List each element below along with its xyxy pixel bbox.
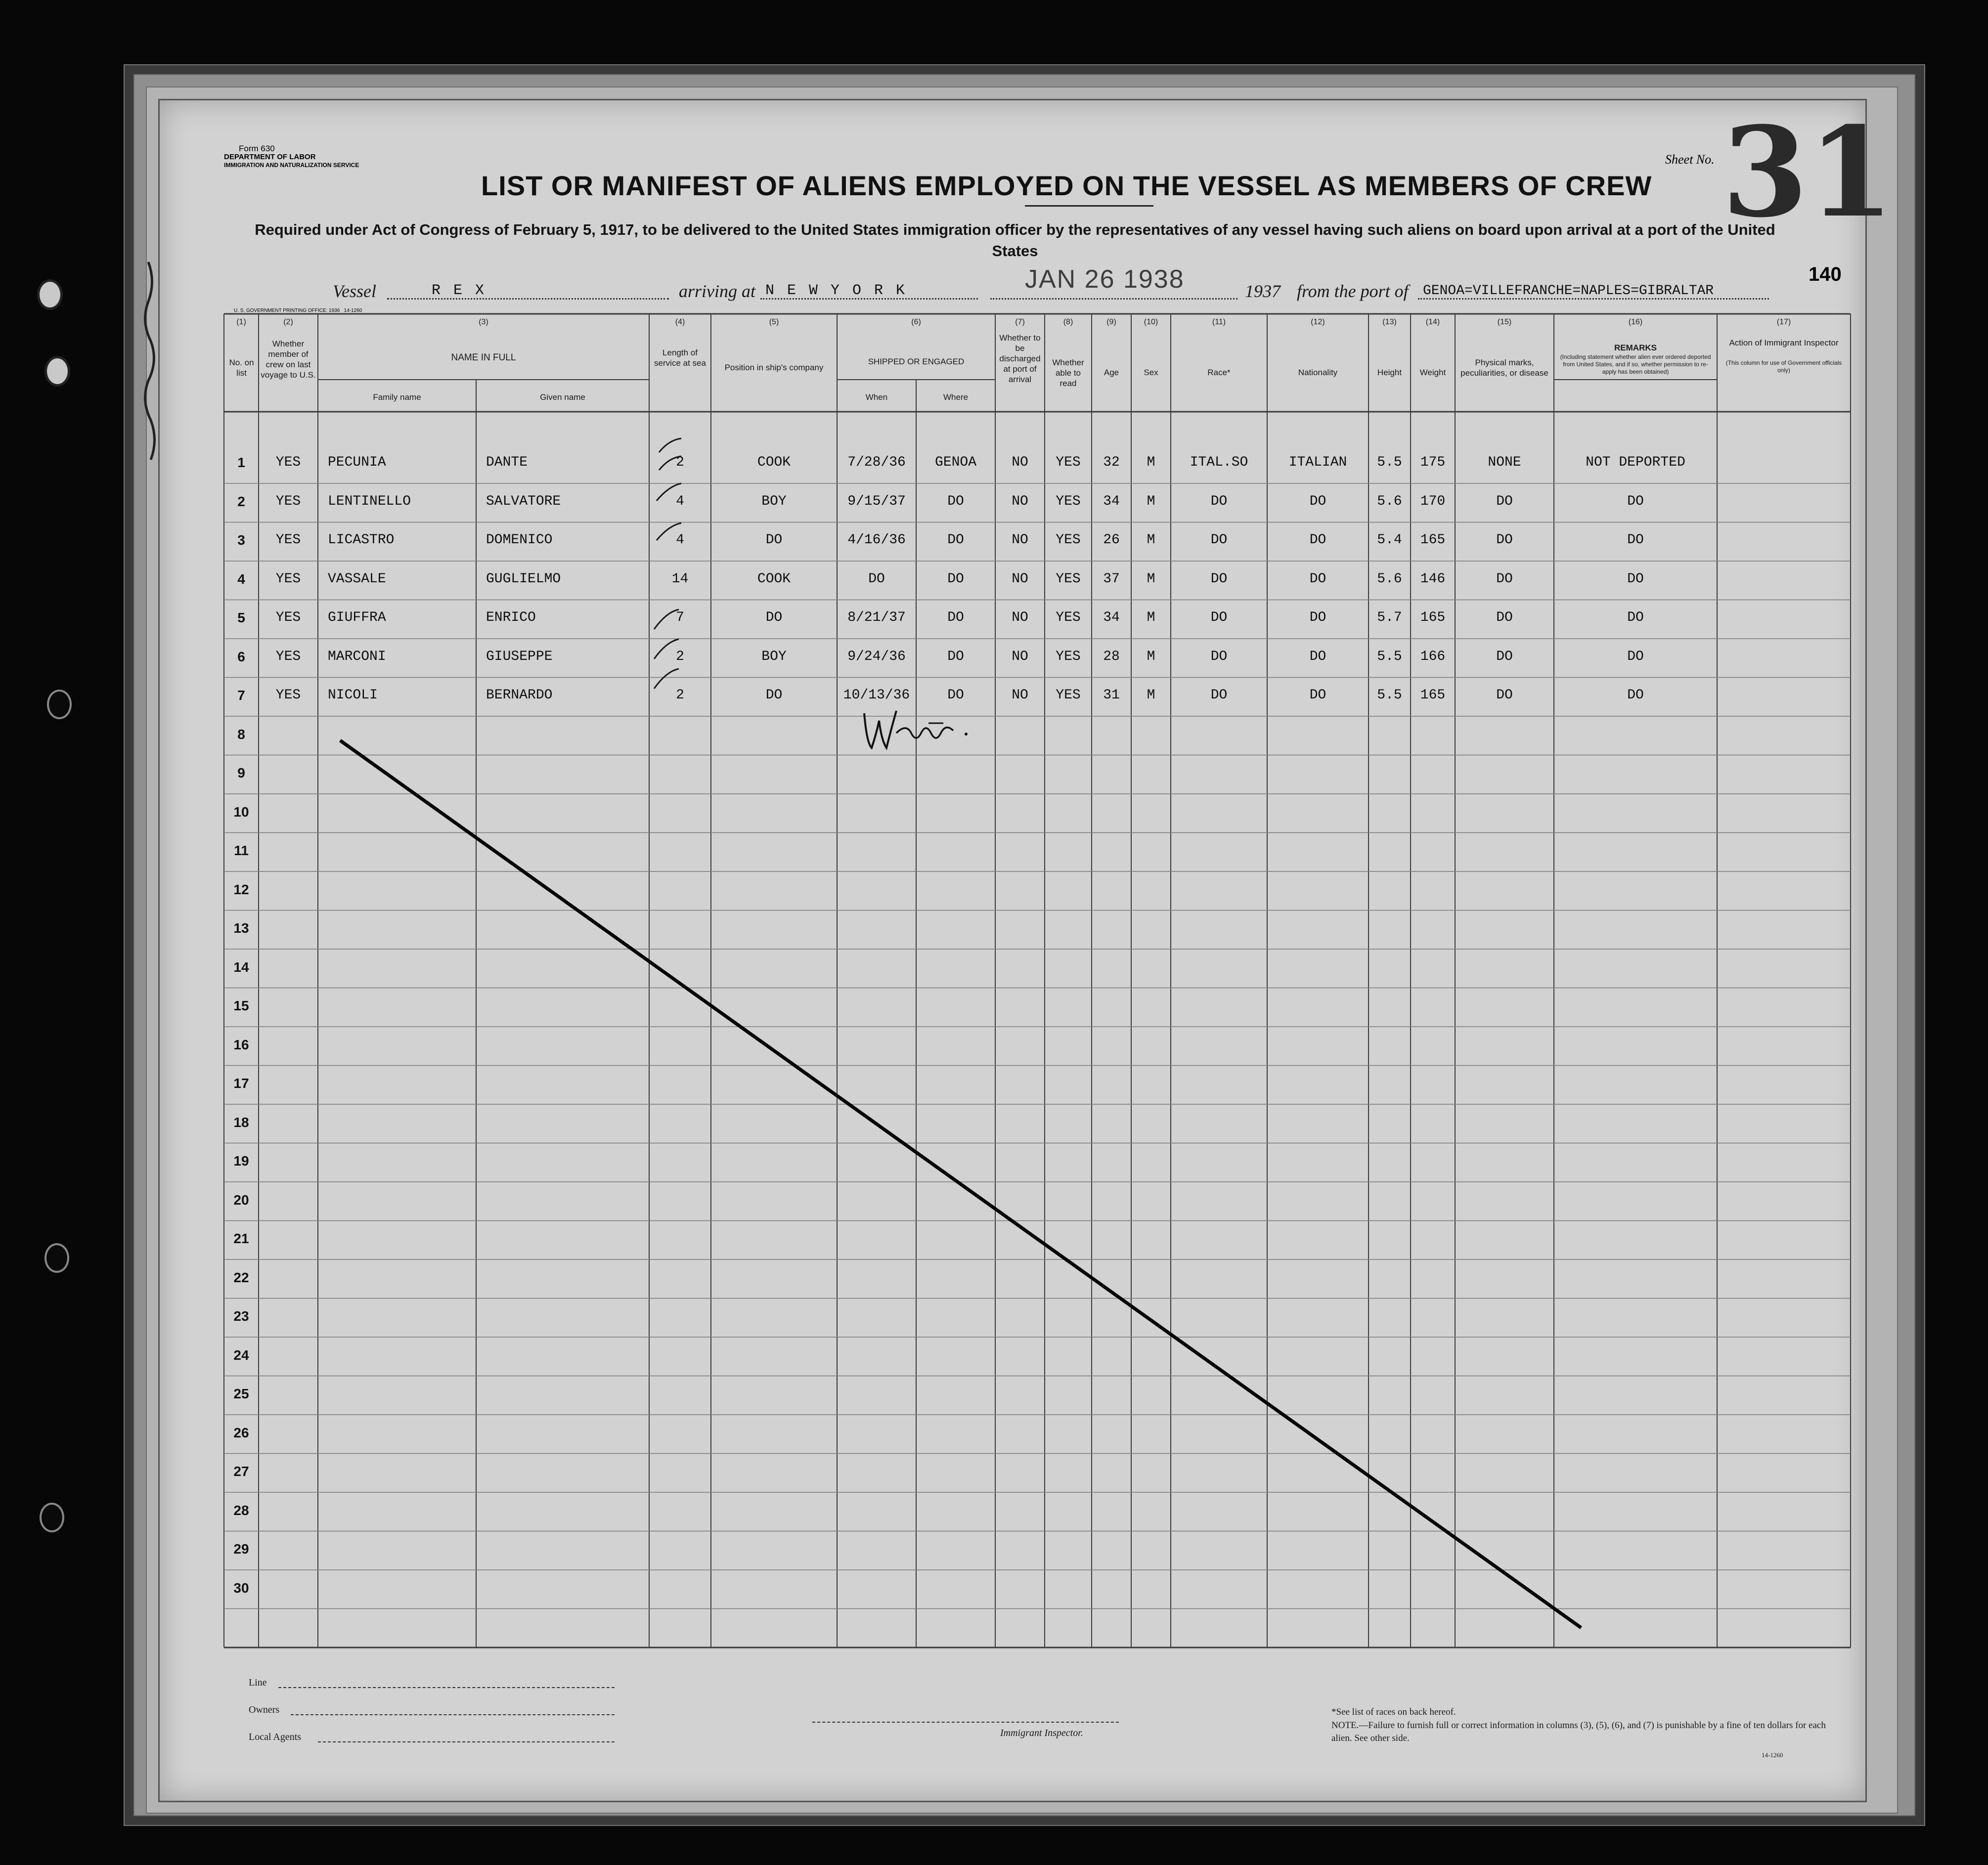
cancellation-line bbox=[340, 740, 1581, 1628]
cell-sex: M bbox=[1147, 610, 1155, 625]
cell-race: DO bbox=[1210, 532, 1228, 548]
form-number: Form 630 bbox=[239, 144, 275, 153]
col-15-number: (15) bbox=[1497, 318, 1512, 326]
cell-remarks: DO bbox=[1627, 532, 1644, 548]
binder-hole bbox=[40, 1503, 64, 1532]
row-number: 30 bbox=[233, 1580, 249, 1596]
cell-where: DO bbox=[947, 571, 964, 587]
col-6-where: Where bbox=[943, 392, 969, 402]
cell-service: 2 bbox=[676, 688, 684, 703]
cell-where: DO bbox=[947, 649, 964, 664]
cell-family: PECUNIA bbox=[328, 455, 386, 470]
cell-family: MARCONI bbox=[328, 649, 386, 664]
cell-weight: 165 bbox=[1420, 532, 1446, 548]
owners-underline bbox=[291, 1714, 615, 1715]
cell-age: 37 bbox=[1103, 571, 1120, 587]
cell-when: 8/21/37 bbox=[847, 610, 906, 625]
cell-prev: YES bbox=[275, 610, 301, 625]
row-number: 27 bbox=[233, 1464, 249, 1479]
cell-weight: 146 bbox=[1420, 571, 1446, 587]
row-number: 10 bbox=[233, 804, 249, 820]
row-number: 13 bbox=[233, 920, 249, 936]
cell-service: 4 bbox=[676, 532, 684, 548]
cell-service: 2 bbox=[676, 455, 684, 470]
cell-remarks: DO bbox=[1627, 610, 1644, 625]
col-16-note: (Including statement whether alien ever ordered deported from United States, and if so, whether permission to re-apply has been obtained) bbox=[1560, 353, 1711, 375]
vessel-label: Vessel bbox=[333, 281, 376, 301]
year-label: 1937 bbox=[1245, 281, 1281, 301]
cell-sex: M bbox=[1147, 649, 1155, 664]
cell-discharged: NO bbox=[1012, 649, 1028, 664]
cell-family: LENTINELLO bbox=[328, 493, 411, 509]
cell-family: LICASTRO bbox=[328, 532, 395, 548]
col-16-number: (16) bbox=[1628, 318, 1643, 326]
cell-nationality: ITALIAN bbox=[1288, 455, 1347, 470]
local-agents-label: Local Agents bbox=[249, 1732, 302, 1742]
from-port-label: from the port of bbox=[1297, 281, 1409, 301]
cell-height: 5.4 bbox=[1377, 532, 1402, 548]
cell-position: DO bbox=[765, 688, 783, 703]
col-4-label: Length of service at sea bbox=[654, 348, 706, 368]
race-note: *See list of races on back hereof. bbox=[1331, 1707, 1456, 1717]
cell-weight: 166 bbox=[1420, 649, 1446, 664]
cell-read: YES bbox=[1056, 688, 1081, 703]
signature-text bbox=[854, 703, 856, 704]
cell-family: VASSALE bbox=[328, 571, 386, 587]
cell-given: ENRICO bbox=[486, 610, 536, 625]
col-12-label: Nationality bbox=[1298, 368, 1338, 377]
binder-hole bbox=[37, 279, 63, 310]
cell-no: 5 bbox=[237, 610, 245, 625]
cell-height: 5.6 bbox=[1377, 493, 1402, 509]
cell-position: BOY bbox=[761, 493, 787, 509]
col-14-number: (14) bbox=[1425, 318, 1440, 326]
cell-read: YES bbox=[1056, 493, 1081, 509]
cell-when: 7/28/36 bbox=[847, 455, 906, 470]
cell-prev: YES bbox=[275, 455, 301, 470]
row-number: 29 bbox=[233, 1541, 249, 1557]
col-7-number: (7) bbox=[1015, 318, 1025, 326]
manifest-sheet bbox=[158, 99, 1894, 1802]
cell-nationality: DO bbox=[1309, 610, 1326, 625]
cell-remarks: DO bbox=[1627, 493, 1644, 509]
cell-no: 6 bbox=[237, 649, 245, 664]
col-1-label: No. on list bbox=[229, 358, 254, 378]
cell-given: DOMENICO bbox=[486, 532, 553, 548]
col-17-number: (17) bbox=[1776, 318, 1791, 326]
cell-sex: M bbox=[1147, 493, 1155, 509]
cell-prev: YES bbox=[275, 532, 301, 548]
col-10-label: Sex bbox=[1144, 368, 1158, 377]
cell-family: GIUFFRA bbox=[328, 610, 386, 625]
col-3-given-name: Given name bbox=[540, 392, 585, 402]
row-number: 19 bbox=[233, 1153, 249, 1169]
cell-when: 9/24/36 bbox=[847, 649, 906, 664]
col-2-label: Whether member of crew on last voyage to U.S. bbox=[261, 339, 316, 380]
cell-weight: 165 bbox=[1420, 610, 1446, 625]
cell-prev: YES bbox=[275, 571, 301, 587]
arriving-port: N E W Y O R K bbox=[765, 282, 907, 299]
cell-service: 7 bbox=[676, 610, 684, 625]
cell-height: 5.5 bbox=[1377, 688, 1402, 703]
row-number: 14 bbox=[233, 959, 249, 975]
row-number: 17 bbox=[233, 1076, 249, 1091]
col-7-label: Whether to be discharged at port of arrival bbox=[999, 333, 1041, 384]
col-9-number: (9) bbox=[1106, 318, 1116, 326]
service-name: IMMIGRATION AND NATURALIZATION SERVICE bbox=[224, 162, 359, 169]
page-number: 140 bbox=[1809, 263, 1842, 285]
col-6-label: SHIPPED OR ENGAGED bbox=[868, 357, 965, 366]
col-15-label: Physical marks, peculiarities, or disease bbox=[1460, 358, 1548, 378]
from-port: GENOA=VILLEFRANCHE=NAPLES=GIBRALTAR bbox=[1423, 283, 1714, 299]
cell-nationality: DO bbox=[1309, 649, 1326, 664]
cell-given: BERNARDO bbox=[486, 688, 553, 703]
cell-marks: DO bbox=[1496, 688, 1513, 703]
binder-hole bbox=[44, 356, 70, 387]
col-12-number: (12) bbox=[1311, 318, 1325, 326]
cell-age: 34 bbox=[1103, 493, 1120, 509]
cell-where: DO bbox=[947, 532, 964, 548]
col-13-label: Height bbox=[1377, 368, 1402, 377]
col-9-label: Age bbox=[1104, 368, 1119, 377]
cell-weight: 170 bbox=[1420, 493, 1446, 509]
col-14-label: Weight bbox=[1419, 368, 1446, 377]
cell-discharged: NO bbox=[1012, 571, 1028, 587]
printing-office: U. S. GOVERNMENT PRINTING OFFICE: 1936 bbox=[234, 308, 340, 313]
cell-marks: DO bbox=[1496, 649, 1513, 664]
cell-service: 14 bbox=[671, 571, 689, 587]
cell-no: 2 bbox=[237, 493, 245, 509]
cell-position: DO bbox=[765, 532, 783, 548]
col-13-number: (13) bbox=[1382, 318, 1397, 326]
cell-weight: 165 bbox=[1420, 688, 1446, 703]
cell-read: YES bbox=[1056, 571, 1081, 587]
cell-sex: M bbox=[1147, 571, 1155, 587]
cell-prev: YES bbox=[275, 493, 301, 509]
col-16-label: REMARKS bbox=[1614, 343, 1657, 352]
cell-when: 9/15/37 bbox=[847, 493, 906, 509]
col-2-number: (2) bbox=[283, 318, 293, 326]
cell-remarks: DO bbox=[1627, 688, 1644, 703]
cell-discharged: NO bbox=[1012, 610, 1028, 625]
col-11-label: Race* bbox=[1207, 368, 1231, 377]
row-number: 15 bbox=[233, 998, 249, 1013]
sheet-number-label: Sheet No. bbox=[1665, 152, 1715, 167]
cell-weight: 175 bbox=[1420, 455, 1446, 470]
manifest-subtitle: Required under Act of Congress of February 5, 1917, to be delivered to the United States immigration officer by the representatives of any vessel having such aliens on board upon arrival at a port of the United States bbox=[255, 221, 1775, 260]
cell-nationality: DO bbox=[1309, 688, 1326, 703]
row-number: 25 bbox=[233, 1386, 249, 1401]
cell-height: 5.5 bbox=[1377, 649, 1402, 664]
cell-where: DO bbox=[947, 610, 964, 625]
cell-position: DO bbox=[765, 610, 783, 625]
cell-service: 2 bbox=[676, 649, 684, 664]
cell-service: 4 bbox=[676, 493, 684, 509]
cell-discharged: NO bbox=[1012, 688, 1028, 703]
cell-race: DO bbox=[1210, 571, 1228, 587]
col-6-when: When bbox=[865, 392, 888, 402]
cell-marks: DO bbox=[1496, 610, 1513, 625]
form-code: 14-1260 bbox=[1762, 1751, 1783, 1759]
cell-sex: M bbox=[1147, 455, 1155, 470]
col-1-number: (1) bbox=[236, 318, 246, 326]
row-number: 16 bbox=[233, 1037, 249, 1052]
row-number: 12 bbox=[233, 881, 249, 897]
inspector-signature bbox=[854, 703, 973, 758]
cell-prev: YES bbox=[275, 649, 301, 664]
cell-nationality: DO bbox=[1309, 532, 1326, 548]
row-number: 20 bbox=[233, 1192, 249, 1208]
col-8-number: (8) bbox=[1063, 318, 1073, 326]
col-8-label: Whether able to read bbox=[1052, 358, 1084, 388]
printing-code: 14-1260 bbox=[344, 308, 362, 313]
col-4-number: (4) bbox=[675, 318, 685, 326]
col-3-label: NAME IN FULL bbox=[451, 352, 516, 363]
cell-position: BOY bbox=[761, 649, 787, 664]
cell-height: 5.5 bbox=[1377, 455, 1402, 470]
cell-when: 4/16/36 bbox=[847, 532, 906, 548]
cell-discharged: NO bbox=[1012, 493, 1028, 509]
cell-when: DO bbox=[868, 571, 885, 587]
arrival-date-stamp: JAN 26 1938 bbox=[1025, 265, 1185, 294]
cell-no: 7 bbox=[237, 688, 245, 703]
vessel-name: R E X bbox=[432, 282, 486, 299]
line-label: Line bbox=[249, 1677, 267, 1688]
cell-marks: DO bbox=[1496, 571, 1513, 587]
cell-when: 10/13/36 bbox=[843, 688, 910, 703]
cell-read: YES bbox=[1056, 649, 1081, 664]
inspector-underline bbox=[812, 1722, 1119, 1723]
cell-age: 31 bbox=[1103, 688, 1120, 703]
cell-discharged: NO bbox=[1012, 532, 1028, 548]
cell-remarks: NOT DEPORTED bbox=[1586, 455, 1685, 470]
cell-age: 26 bbox=[1103, 532, 1120, 548]
local-agents-underline bbox=[318, 1741, 615, 1742]
cell-race: DO bbox=[1210, 493, 1228, 509]
row-number: 18 bbox=[233, 1114, 249, 1130]
sheet-number: 31 bbox=[1722, 99, 1894, 245]
cell-no: 4 bbox=[237, 571, 245, 587]
cell-sex: M bbox=[1147, 688, 1155, 703]
cell-given: GUGLIELMO bbox=[486, 571, 561, 587]
cell-read: YES bbox=[1056, 455, 1081, 470]
cell-given: GIUSEPPE bbox=[486, 649, 553, 664]
inspector-label: Immigrant Inspector. bbox=[1000, 1728, 1083, 1738]
col-3-number: (3) bbox=[479, 318, 488, 326]
cell-sex: M bbox=[1147, 532, 1155, 548]
department-name: DEPARTMENT OF LABOR bbox=[224, 153, 316, 161]
col-17-note: (This column for use of Government officials only) bbox=[1725, 359, 1842, 374]
cell-remarks: DO bbox=[1627, 649, 1644, 664]
cell-discharged: NO bbox=[1012, 455, 1028, 470]
cell-race: DO bbox=[1210, 610, 1228, 625]
cell-no: 1 bbox=[237, 455, 245, 470]
cell-age: 32 bbox=[1103, 455, 1120, 470]
cell-nationality: DO bbox=[1309, 493, 1326, 509]
row-number: 28 bbox=[233, 1502, 249, 1518]
cell-marks: NONE bbox=[1488, 455, 1521, 470]
cell-remarks: DO bbox=[1627, 571, 1644, 587]
cell-age: 34 bbox=[1103, 610, 1120, 625]
row-number: 22 bbox=[233, 1269, 249, 1285]
cell-race: ITAL.SO bbox=[1190, 455, 1248, 470]
cell-family: NICOLI bbox=[328, 688, 378, 703]
cell-race: DO bbox=[1210, 649, 1228, 664]
row-number: 11 bbox=[234, 843, 249, 858]
row-number: 8 bbox=[237, 726, 245, 742]
margin-handwriting bbox=[133, 257, 163, 475]
cell-where: GENOA bbox=[934, 455, 976, 470]
cell-height: 5.7 bbox=[1377, 610, 1402, 625]
arriving-label: arriving at bbox=[679, 281, 756, 301]
cell-read: YES bbox=[1056, 532, 1081, 548]
cell-age: 28 bbox=[1103, 649, 1120, 664]
cell-where: DO bbox=[947, 493, 964, 509]
binder-hole bbox=[47, 690, 72, 719]
line-underline bbox=[278, 1687, 615, 1688]
penalty-note: NOTE.—Failure to furnish full or correct information in columns (3), (5), (6), and (7) is punishable by a fine of ten dollars for each alien. See other side. bbox=[1331, 1720, 1826, 1743]
col-17-label: Action of Immigrant Inspector bbox=[1729, 338, 1839, 347]
cell-given: DANTE bbox=[486, 455, 528, 470]
cell-prev: YES bbox=[275, 688, 301, 703]
cell-position: COOK bbox=[757, 455, 791, 470]
row-number: 26 bbox=[233, 1425, 249, 1440]
row-number: 23 bbox=[233, 1308, 249, 1324]
cell-no: 3 bbox=[237, 532, 245, 548]
cell-position: COOK bbox=[757, 571, 791, 587]
owners-label: Owners bbox=[249, 1704, 280, 1715]
cell-nationality: DO bbox=[1309, 571, 1326, 587]
col-3-family-name: Family name bbox=[373, 392, 421, 402]
binder-hole bbox=[44, 1243, 69, 1273]
col-6-number: (6) bbox=[911, 318, 921, 326]
manifest-title: LIST OR MANIFEST OF ALIENS EMPLOYED ON THE VESSEL AS MEMBERS OF CREW bbox=[481, 170, 1652, 201]
cell-marks: DO bbox=[1496, 532, 1513, 548]
col-10-number: (10) bbox=[1144, 318, 1158, 326]
col-5-number: (5) bbox=[769, 318, 779, 326]
row-number: 24 bbox=[233, 1347, 249, 1363]
cell-given: SALVATORE bbox=[486, 493, 561, 509]
col-11-number: (11) bbox=[1212, 318, 1226, 326]
cell-where: DO bbox=[947, 688, 964, 703]
cell-read: YES bbox=[1056, 610, 1081, 625]
row-number: 9 bbox=[237, 765, 245, 781]
cell-height: 5.6 bbox=[1377, 571, 1402, 587]
row-number: 21 bbox=[233, 1231, 249, 1246]
col-5-label: Position in ship's company bbox=[724, 363, 824, 372]
cell-race: DO bbox=[1210, 688, 1228, 703]
cell-marks: DO bbox=[1496, 493, 1513, 509]
